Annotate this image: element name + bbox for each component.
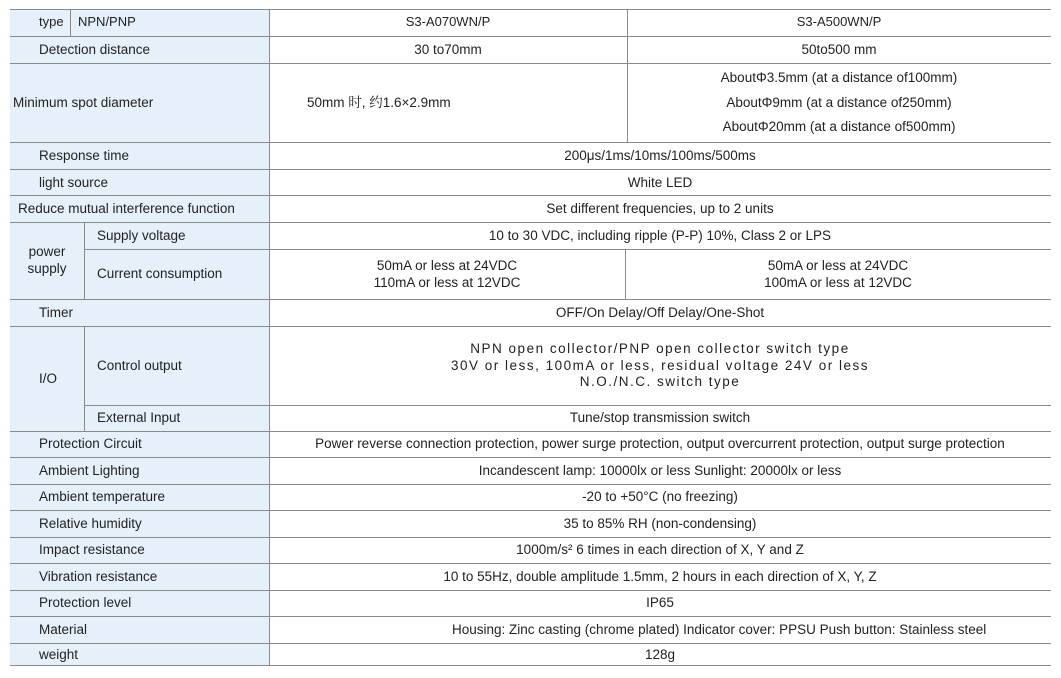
label-response-time: Response time [10, 143, 269, 169]
label-vibration-resistance: Vibration resistance [10, 564, 269, 590]
label-protection-level: Protection level [10, 591, 269, 616]
power-supply-label-1: power [28, 244, 66, 260]
label-power-supply-group [10, 223, 84, 299]
rule [10, 9, 1051, 10]
value-relative-humidity: 35 to 85% RH (non-condensing) [269, 511, 1051, 537]
rule [10, 36, 1051, 37]
rule [85, 249, 1051, 250]
value-protection-circuit: Power reverse connection protection, power surge protection, output overcurrent protection, output surge protection [269, 432, 1051, 457]
value-material [269, 617, 1051, 643]
rule [269, 9, 270, 666]
label-supply-voltage: Supply voltage [85, 223, 269, 249]
label-min-spot: Minimum spot diameter [10, 64, 269, 142]
value-current-b [625, 250, 1051, 299]
rule [10, 142, 1051, 143]
value-ambient-lighting: Incandescent lamp: 10000lx or less Sunlight: 20000lx or less [269, 458, 1051, 484]
label-timer: Timer [10, 300, 269, 326]
header-npn-pnp: NPN/PNP [78, 14, 136, 30]
rule [10, 616, 1051, 617]
value-detection-distance-b: 50to500 mm [627, 37, 1051, 63]
rule [10, 510, 1051, 511]
rule [10, 63, 1051, 64]
label-current-consumption: Current consumption [85, 250, 269, 299]
rule [10, 222, 1051, 223]
rule [10, 299, 1051, 300]
model-a-label: S3-A070WN/P [405, 14, 491, 30]
control-output-line-2: 30V or less, 100mA or less, residual voltage 24V or less [451, 357, 869, 373]
rule [10, 457, 1051, 458]
label-ambient-lighting: Ambient Lighting [10, 458, 269, 484]
power-supply-label-2: supply [27, 261, 67, 276]
rule [10, 326, 1051, 327]
value-external-input: Tune/stop transmission switch [269, 406, 1051, 431]
rule [627, 9, 628, 142]
current-a-line-1: 50mA or less at 24VDC [376, 257, 518, 273]
value-supply-voltage: 10 to 30 VDC, including ripple (P-P) 10%, Class 2 or LPS [269, 223, 1051, 249]
value-min-spot-a [269, 64, 498, 142]
value-min-spot-b [627, 64, 1051, 142]
label-relative-humidity: Relative humidity [10, 511, 269, 537]
rule [85, 405, 1051, 406]
label-weight: weight [10, 644, 269, 666]
value-response-time: 200μs/1ms/10ms/100ms/500ms [269, 143, 1051, 169]
label-io-group: I/O [10, 327, 84, 431]
label-impact-resistance: Impact resistance [10, 538, 269, 563]
control-output-line-1: NPN open collector/PNP open collector switch type [470, 340, 850, 356]
value-impact-resistance: 1000m/s² 6 times in each direction of X, Y and Z [269, 538, 1051, 563]
control-output-line-3: N.O./N.C. switch type [579, 374, 741, 390]
value-current-a [269, 250, 625, 299]
rule [10, 563, 1051, 564]
rule [84, 326, 85, 431]
header-npn-pnp-cell [70, 9, 269, 36]
min-spot-b-line-1: AboutΦ3.5mm (at a distance of100mm) [720, 69, 958, 85]
label-material: Material [10, 617, 269, 643]
value-timer: OFF/On Delay/Off Delay/One-Shot [269, 300, 1051, 326]
value-min-spot-a-spacer [498, 64, 627, 142]
current-b-line-1: 50mA or less at 24VDC [767, 257, 909, 273]
label-control-output: Control output [85, 327, 269, 405]
min-spot-a-text: 50mm 时, 约1.6×2.9mm [307, 94, 451, 110]
header-type-label: type [39, 14, 64, 30]
value-control-output [269, 327, 1051, 405]
label-light-source: light source [10, 170, 269, 196]
header-model-a [269, 9, 627, 36]
label-external-input: External Input [85, 406, 269, 431]
rule [10, 643, 1051, 644]
rule [10, 169, 1051, 170]
header-model-b [627, 9, 1051, 36]
rule [70, 9, 71, 36]
header-type-cell [10, 9, 70, 36]
spec-table [10, 9, 1051, 666]
value-vibration-resistance: 10 to 55Hz, double amplitude 1.5mm, 2 hours in each direction of X, Y, Z [269, 564, 1051, 590]
label-interference: Reduce mutual interference function [10, 196, 269, 222]
label-protection-circuit: Protection Circuit [10, 432, 269, 457]
current-b-line-2: 100mA or less at 12VDC [764, 274, 912, 290]
value-ambient-temperature: -20 to +50°C (no freezing) [269, 485, 1051, 510]
value-light-source: White LED [269, 170, 1051, 196]
rule [10, 431, 1051, 432]
value-detection-distance-a: 30 to70mm [269, 37, 627, 63]
rule [10, 590, 1051, 591]
rule [625, 249, 626, 299]
current-a-line-2: 110mA or less at 12VDC [373, 274, 521, 290]
rule [10, 537, 1051, 538]
label-ambient-temperature: Ambient temperature [10, 485, 269, 510]
rule [10, 484, 1051, 485]
material-text: Housing: Zinc casting (chrome plated) Indicator cover: PPSU Push button: Stainless steel [452, 621, 987, 637]
rule [10, 195, 1051, 196]
value-interference: Set different frequencies, up to 2 units [269, 196, 1051, 222]
min-spot-b-line-2: AboutΦ9mm (at a distance of250mm) [726, 94, 952, 110]
model-b-label: S3-A500WN/P [796, 14, 882, 30]
value-protection-level: IP65 [269, 591, 1051, 616]
min-spot-b-line-3: AboutΦ20mm (at a distance of500mm) [722, 119, 956, 135]
label-detection-distance: Detection distance [10, 37, 269, 63]
rule [10, 665, 1051, 666]
rule [84, 222, 85, 299]
value-weight: 128g [269, 644, 1051, 666]
